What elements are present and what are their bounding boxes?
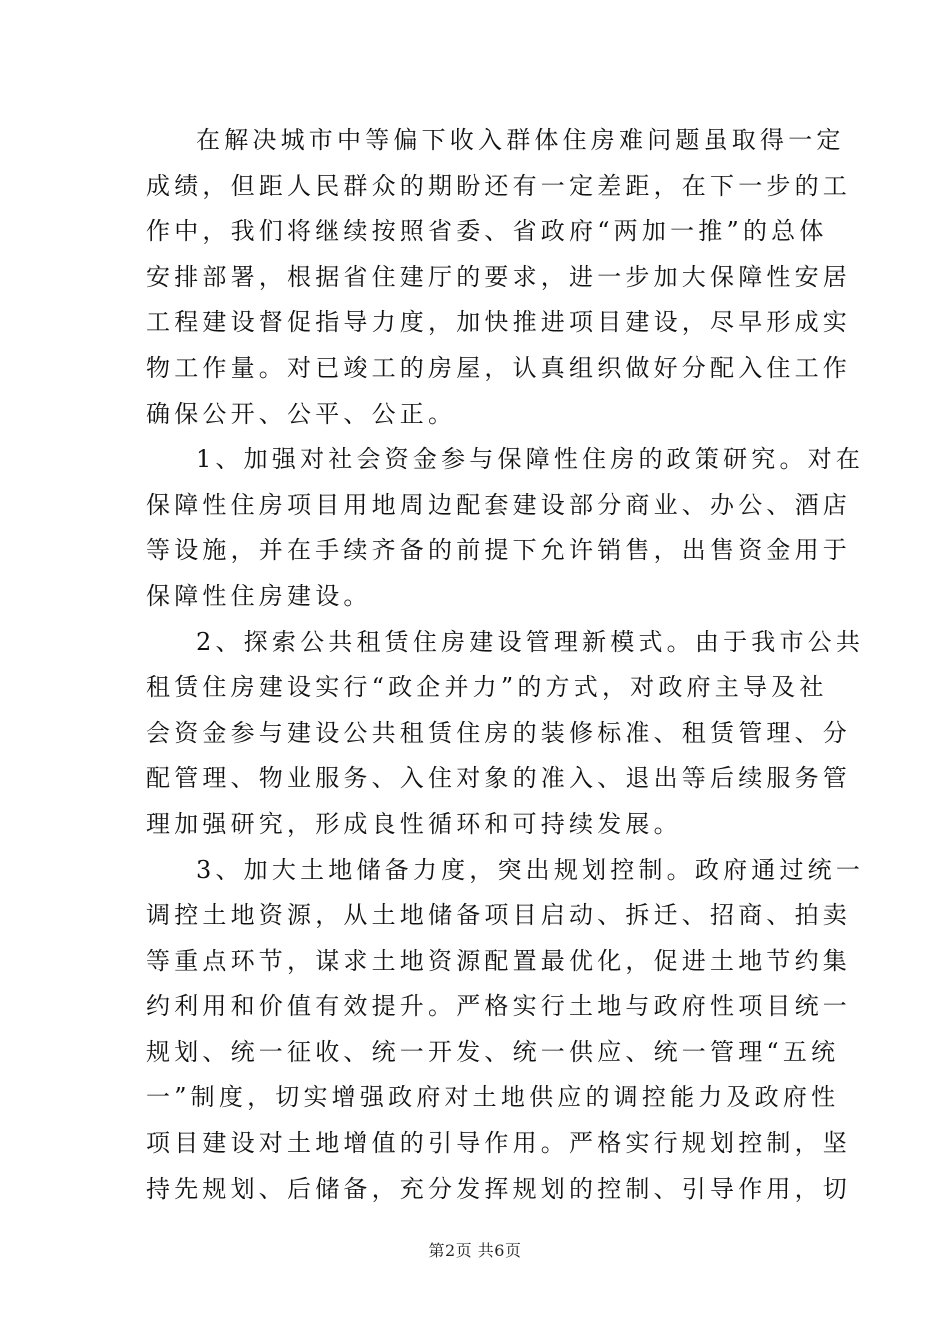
text-line: 等设施，并在手续齐备的前提下允许销售，出售资金用于 <box>146 536 851 565</box>
text-line: 项目建设对土地增值的引导作用。严格实行规划控制，坚 <box>146 1129 851 1158</box>
text-line: 工程建设督促指导力度，加快推进项目建设，尽早形成实 <box>146 308 851 337</box>
text-line: 规划、统一征收、统一开发、统一供应、统一管理“五统 <box>146 1037 840 1066</box>
text-line: 确保公开、公平、公正。 <box>146 399 457 428</box>
text-line: 租赁住房建设实行“政企并力”的方式，对政府主导及社 <box>146 673 828 702</box>
text-line: 配管理、物业服务、入住对象的准入、退出等后续服务管 <box>146 764 851 793</box>
text-line: 保障性住房建设。 <box>146 581 372 610</box>
text-line: 一”制度，切实增强政府对土地供应的调控能力及政府性 <box>146 1083 840 1112</box>
text-line: 2、探索公共租赁住房建设管理新模式。由于我市公共 <box>196 627 865 656</box>
document-body <box>146 118 865 1212</box>
text-line: 等重点环节，谋求土地资源配置最优化，促进土地节约集 <box>146 946 851 975</box>
text-line: 在解决城市中等偏下收入群体住房难问题虽取得一定 <box>196 126 845 154</box>
text-line: 物工作量。对已竣工的房屋，认真组织做好分配入住工作 <box>146 353 851 382</box>
text-line: 3、加大土地储备力度，突出规划控制。政府通过统一 <box>196 855 865 884</box>
page-number-footer: 第2页 共6页 <box>428 1241 522 1260</box>
text-line: 会资金参与建设公共租赁住房的装修标准、租赁管理、分 <box>146 718 851 747</box>
text-line: 作中，我们将继续按照省委、省政府“两加一推”的总体 <box>146 217 828 246</box>
text-line: 安排部署，根据省住建厅的要求，进一步加大保障性安居 <box>146 262 851 291</box>
text-line: 调控土地资源，从土地储备项目启动、拆迁、招商、拍卖 <box>146 901 851 930</box>
text-line: 约利用和价值有效提升。严格实行土地与政府性项目统一 <box>146 992 851 1021</box>
text-line: 理加强研究，形成良性循环和可持续发展。 <box>146 809 682 838</box>
text-line: 成绩，但距人民群众的期盼还有一定差距，在下一步的工 <box>146 171 851 200</box>
text-line: 保障性住房项目用地周边配套建设部分商业、办公、酒店 <box>146 490 851 519</box>
text-line: 持先规划、后储备，充分发挥规划的控制、引导作用，切 <box>146 1174 851 1203</box>
text-line: 1、加强对社会资金参与保障性住房的政策研究。对在 <box>196 445 865 474</box>
